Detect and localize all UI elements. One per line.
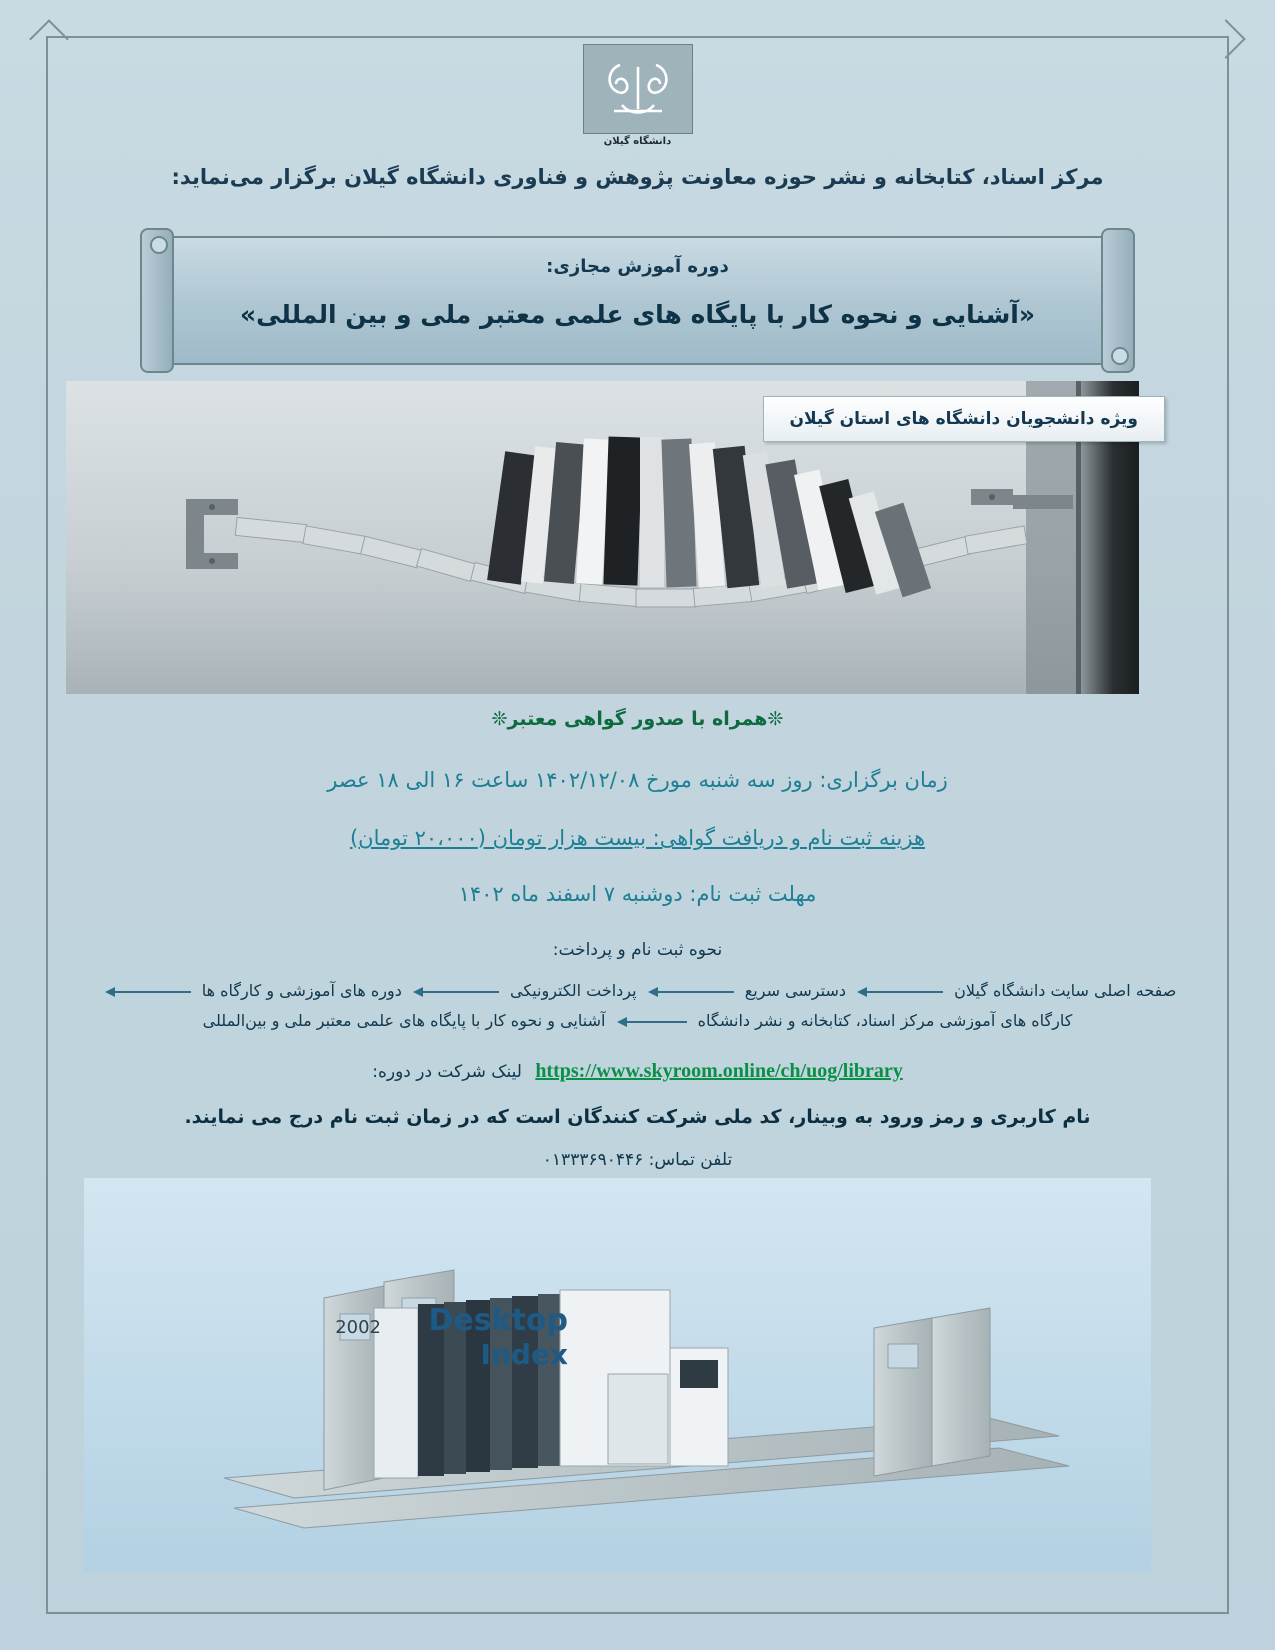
certificate-note: ❊همراه با صدور گواهی معتبر❊: [491, 708, 784, 730]
howto-steps-row-1: [40, 975, 1235, 1007]
event-time: زمان برگزاری: روز سه شنبه مورخ ۱۴۰۲/۱۲/۰۸ ساعت ۱۶ الی ۱۸ عصر: [327, 768, 948, 792]
howto-step-4: دوره های آموزشی و کارگاه ها: [201, 981, 402, 1000]
audience-badge: ویژه دانشجویان دانشگاه های استان گیلان: [763, 396, 1165, 442]
arrow-icon: [413, 987, 499, 997]
howto-step-2: دسترسی سریع: [744, 981, 846, 1000]
frame-corner-top-right: [1206, 19, 1246, 59]
bottom-photo: [84, 1178, 1151, 1571]
svg-text:Index: Index: [480, 1338, 568, 1371]
event-fee: هزینه ثبت نام و دریافت گواهی: بیست هزار تومان (۲۰،۰۰۰ تومان): [349, 826, 926, 850]
arrow-icon: [617, 1017, 687, 1027]
svg-text:Desktop: Desktop: [428, 1303, 568, 1338]
registration-deadline: مهلت ثبت نام: دوشنبه ۷ اسفند ماه ۱۴۰۲: [458, 882, 817, 906]
howto-step-3: پرداخت الکترونیکی: [510, 981, 637, 1000]
svg-text:2002: 2002: [335, 1317, 381, 1338]
organizer-heading: مرکز اسناد، کتابخانه و نشر حوزه معاونت پژوهش و فناوری دانشگاه گیلان برگزار می‌نماید:: [171, 165, 1104, 189]
university-emblem-icon: [583, 44, 693, 134]
arrow-icon: [105, 987, 191, 997]
webinar-link[interactable]: https://www.skyroom.online/ch/uog/library: [535, 1060, 903, 1082]
arrow-icon: [857, 987, 943, 997]
howto-step-1: صفحه اصلی سایت دانشگاه گیلان: [954, 981, 1177, 1000]
howto-steps-row-2: [40, 1005, 1235, 1037]
arrow-icon: [648, 987, 734, 997]
frame-corner-top-left: [29, 19, 69, 59]
course-banner: [140, 228, 1135, 373]
university-logo: [579, 44, 697, 154]
credentials-note: نام کاربری و رمز ورود به وبینار، کد ملی شرکت کنندگان است که در زمان ثبت نام درج می نمایند.: [184, 1106, 1091, 1128]
webinar-link-label: لینک شرکت در دوره:: [372, 1062, 522, 1082]
banner-title: «آشنایی و نحوه کار با پایگاه های علمی معتبر ملی و بین المللی»: [239, 300, 1036, 329]
university-logo-caption: دانشگاه گیلان: [603, 136, 672, 147]
howto-label: نحوه ثبت نام و پرداخت:: [552, 940, 723, 960]
howto-step-5: کارگاه های آموزشی مرکز اسناد، کتابخانه و نشر دانشگاه: [697, 1011, 1073, 1030]
banner-subtitle: دوره آموزش مجازی:: [546, 256, 729, 277]
webinar-link-row: [0, 1060, 1275, 1083]
contact-phone: تلفن تماس: ۰۱۳۳۳۶۹۰۴۴۶: [542, 1150, 733, 1170]
howto-step-6: آشنایی و نحوه کار با پایگاه های علمی معتبر ملی و بین‌المللی: [202, 1011, 606, 1030]
